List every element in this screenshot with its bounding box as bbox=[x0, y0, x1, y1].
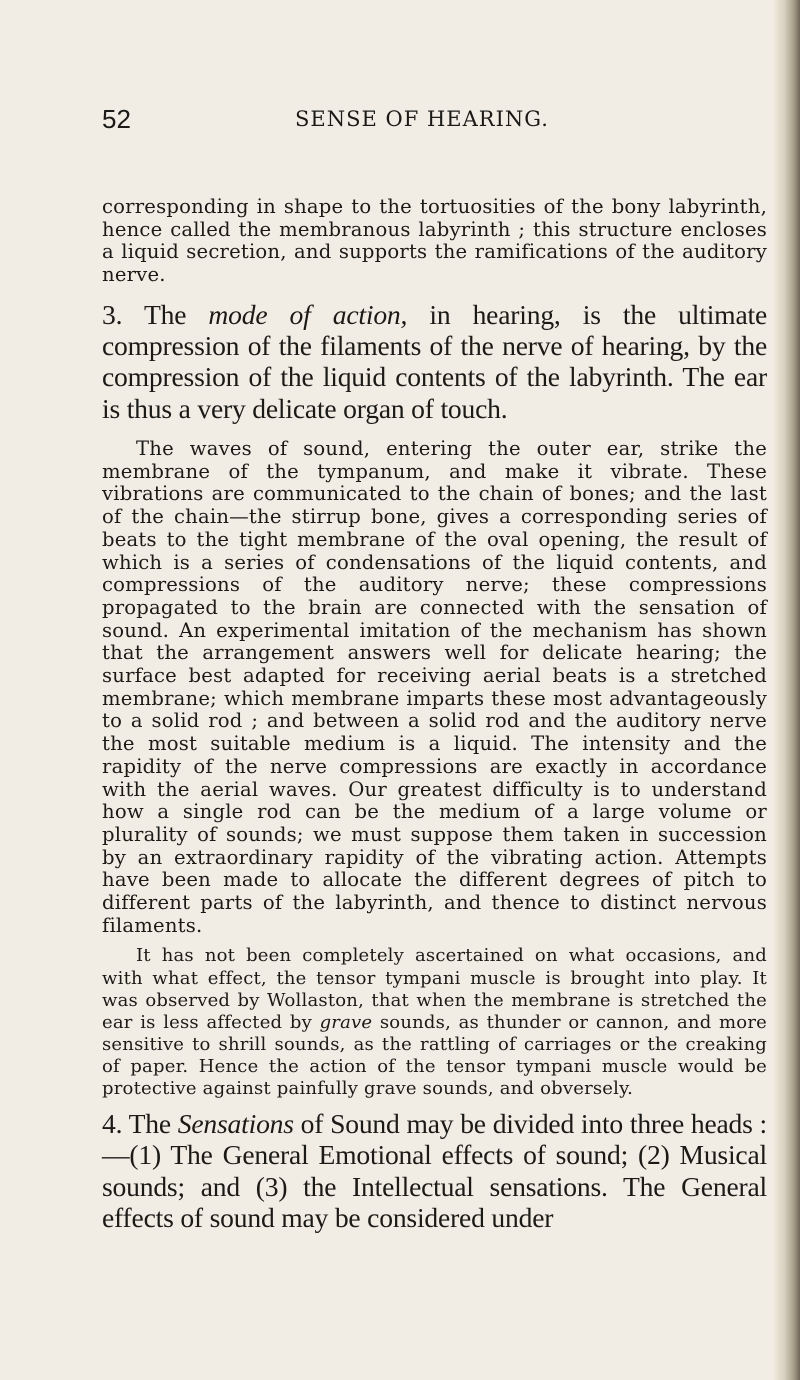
section-4-lead: 4. The bbox=[102, 1108, 178, 1140]
running-head-title: SENSE OF HEARING. bbox=[295, 107, 549, 131]
note-text-before: It has not been completely ascertained on what occasions, and with what effect, the tensor tympani muscle is brought into play. It was observed by Wollaston, that when the membrane is stretched the ear is less affected by bbox=[102, 945, 767, 1033]
running-head bbox=[0, 104, 800, 140]
section-3-paragraph bbox=[102, 299, 767, 424]
section-3-italic-term: mode of action, bbox=[208, 298, 408, 330]
note-text-after: sounds, as thunder or cannon, and more sensitive to shrill sounds, as the rattling of carriages or the creaking of paper. Hence the action of the tensor tympani muscle would be protective against painfully grave sounds, and obversely. bbox=[102, 1011, 767, 1100]
page-edge-shadow bbox=[774, 0, 800, 1380]
section-3-lead: 3. The bbox=[102, 298, 209, 330]
paragraph-note bbox=[102, 945, 767, 1100]
section-3-text: in hearing, is the ultimate compression of the filaments of the nerve of hearing, by the compression of the liquid contents of the labyrinth. The ear is thus a very delicate organ of touch. bbox=[102, 298, 768, 424]
paragraph-mechanism: The waves of sound, entering the outer ear, strike the membrane of the tympanum, and make it vibrate. These vibrations are communicated to the chain of bones; and the last of the chain—the stirrup bone, gives a corresponding series of beats to the tight membrane of the oval opening, the result of which is a series of condensations of the liquid contents, and compressions of the auditory nerve; these compressions propagated to the brain are connected with the sensation of sound. An experimental imitation of the mechanism has shown that the arrangement answers well for delicate hearing; the surface best adapted for receiving aerial beats is a stretched membrane; which membrane imparts these most advantageously to a solid rod ; and between a solid rod and the auditory nerve the most suitable medium is a liquid. The intensity and the rapidity of the nerve compressions are exactly in accordance with the aerial waves. Our greatest difficulty is to understand how a single rod can be the medium of a large volume or plurality of sounds; we must suppose them taken in succession by an extraordinary rapidity of the vibrating action. Attempts have been made to allocate the different degrees of pitch to different parts of the labyrinth, and thence to distinct nervous filaments. bbox=[102, 437, 767, 937]
section-4-text: of Sound may be divided into three heads :—(1) The General Emotional effects of sound; (2) Musical sounds; and (3) the Intellectual sensations. The General effects of sound may be considered under bbox=[102, 1108, 767, 1234]
section-4-italic-term: Sensations bbox=[177, 1108, 294, 1140]
page-body bbox=[102, 196, 767, 1233]
note-italic-term: grave bbox=[319, 1011, 373, 1033]
paragraph-intro: corresponding in shape to the tortuosities of the bony labyrinth, hence called the membranous labyrinth ; this structure encloses a liquid secretion, and supports the ramifications of the auditory nerve. bbox=[102, 195, 767, 287]
page-number: 52 bbox=[102, 104, 131, 134]
section-4-paragraph bbox=[102, 1108, 767, 1233]
